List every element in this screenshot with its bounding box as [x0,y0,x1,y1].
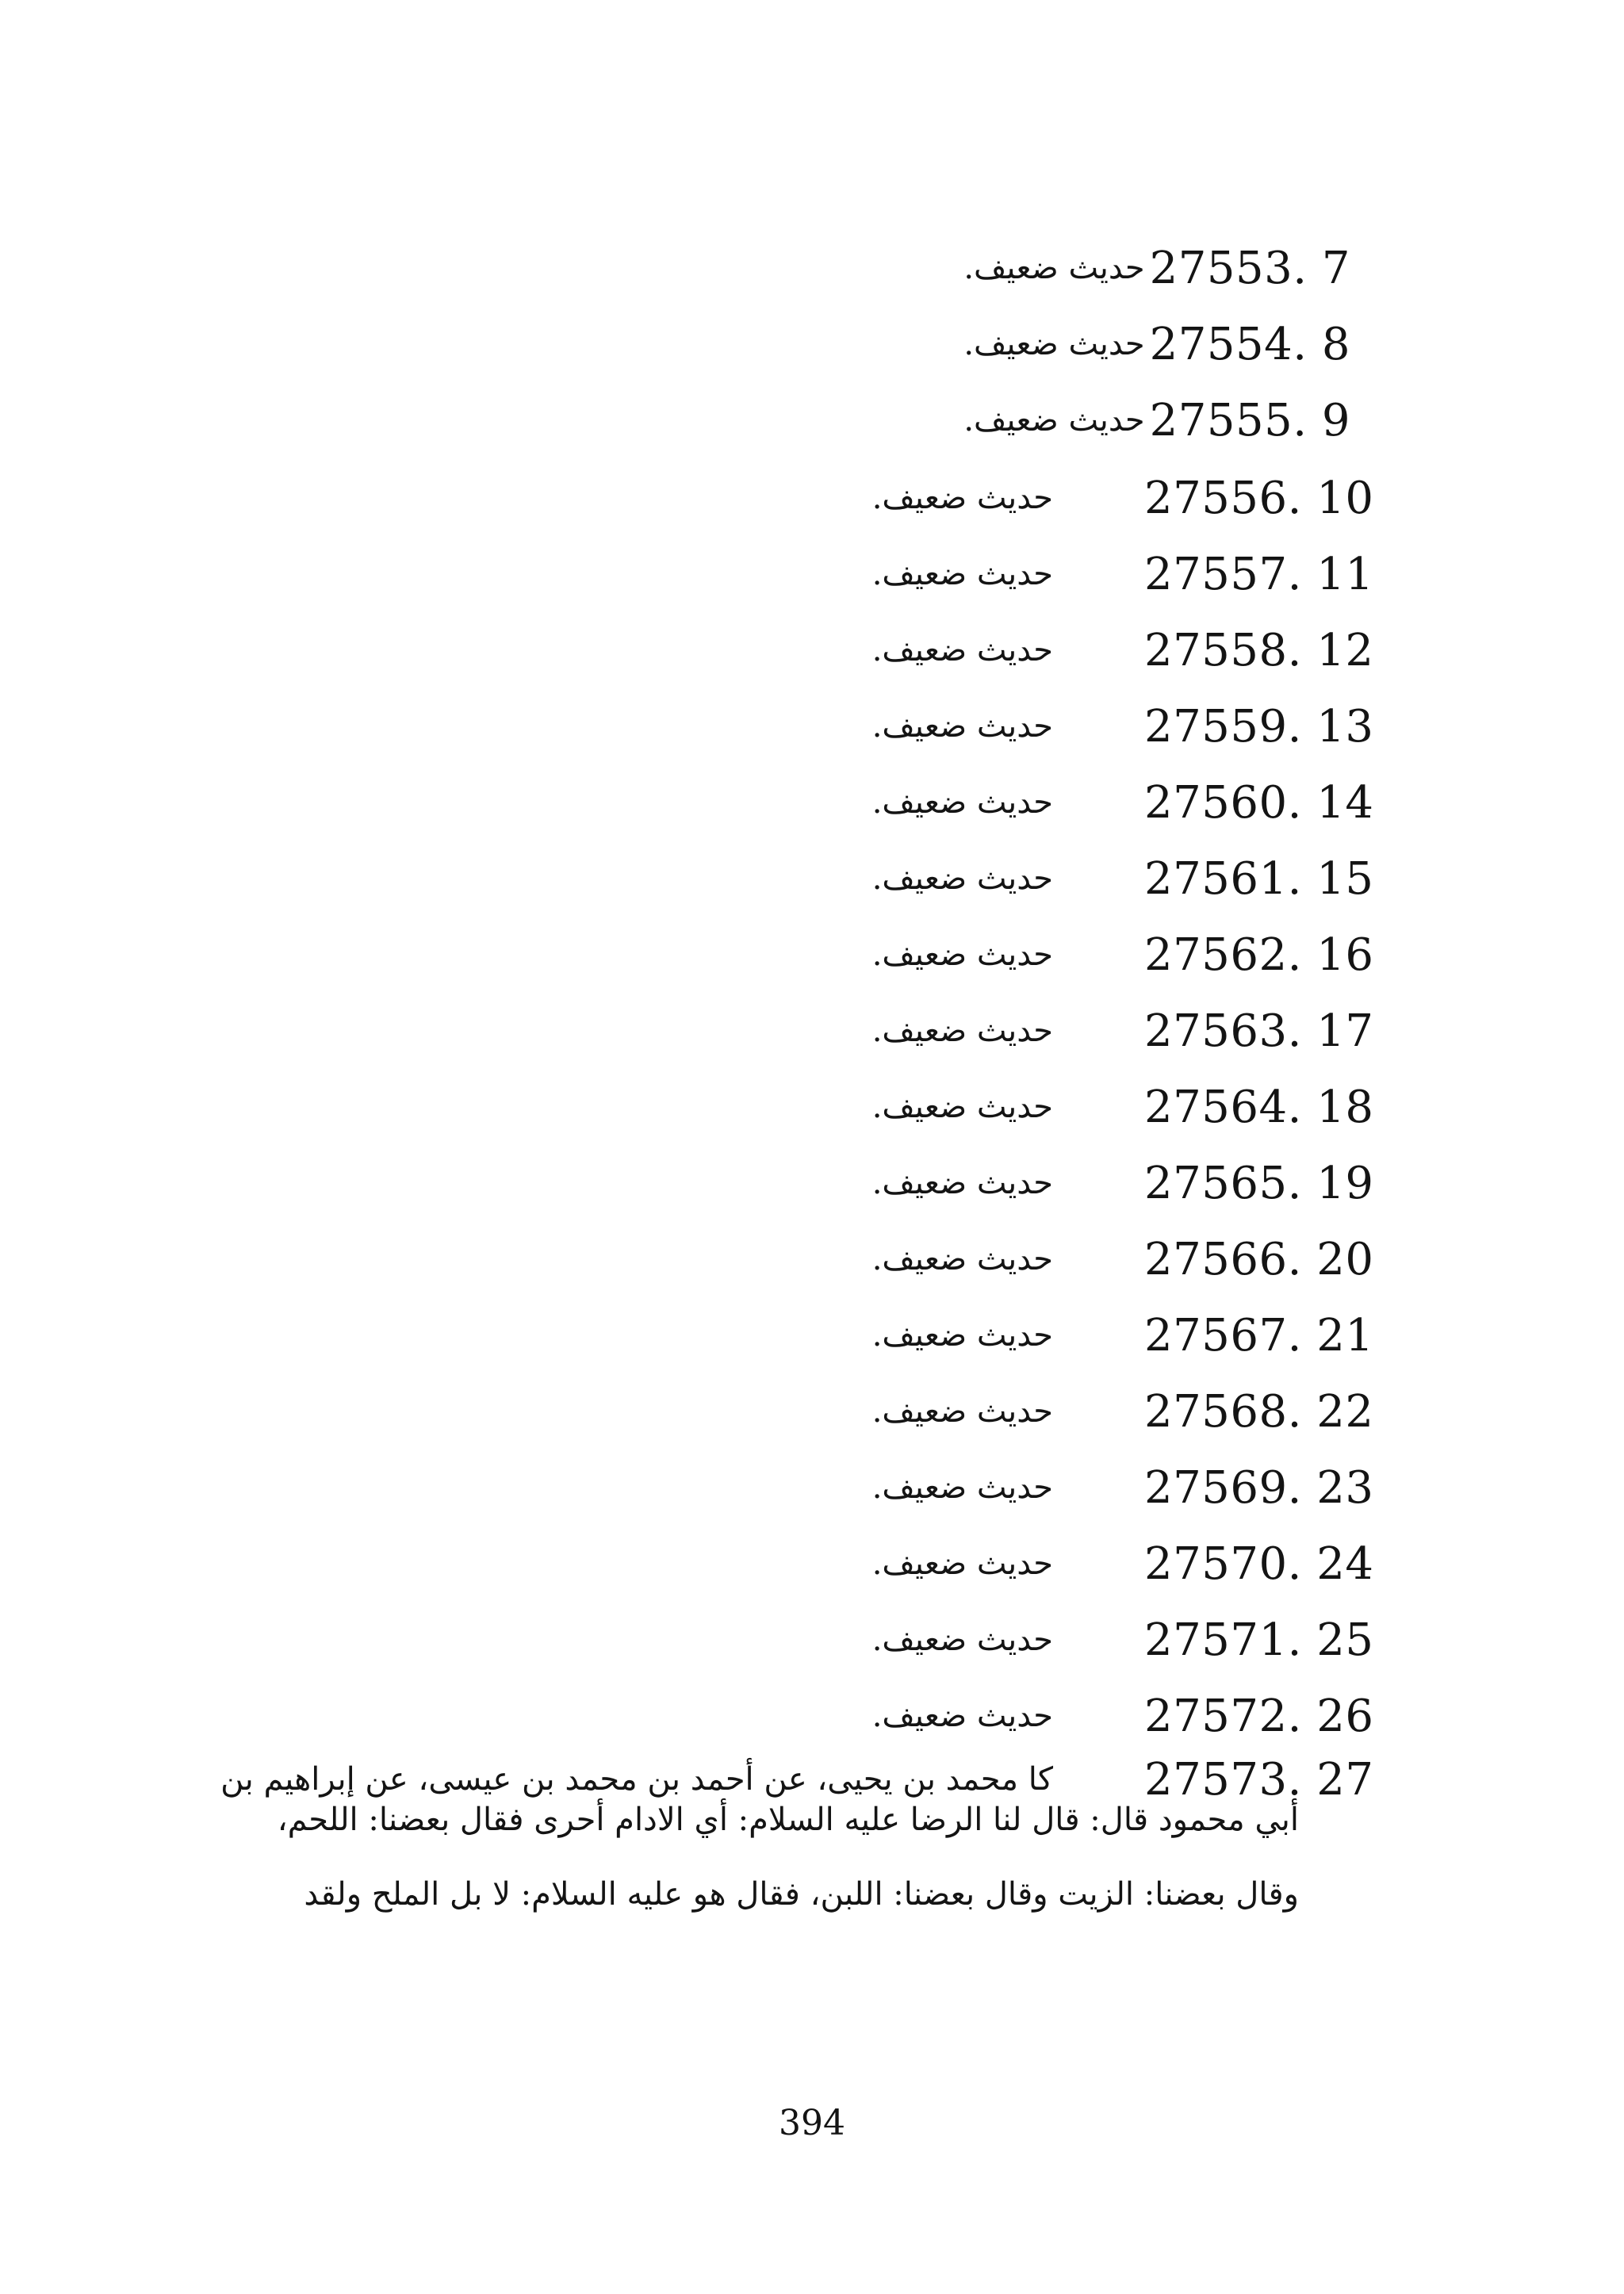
hadith-grade: حديث ضعيف. [871,1013,1053,1049]
hadith-number: 27563. 17 [1144,1005,1374,1057]
hadith-grade: حديث ضعيف. [871,708,1053,745]
hadith-number: 27570. 24 [1144,1538,1374,1590]
hadith-grade: حديث ضعيف. [871,1545,1053,1582]
page-number: 394 [779,2103,845,2143]
hadith-number: 27560. 14 [1144,776,1374,829]
short-entries-list [963,230,1350,458]
hadith-number: 27569. 23 [1144,1461,1374,1514]
hadith-grade: حديث ضعيف. [871,1622,1053,1658]
hadith-number: 27564. 18 [1144,1081,1374,1133]
hadith-number: 27556. 10 [1144,472,1374,524]
list-item [871,1450,1374,1526]
list-item [963,382,1350,458]
list-item [871,764,1374,841]
hadith-grade: حديث ضعيف. [963,326,1145,362]
hadith-grade: حديث ضعيف. [871,632,1053,668]
hadith-number: 27567. 21 [1144,1309,1374,1361]
hadith-grade: حديث ضعيف. [871,784,1053,821]
list-item [871,1297,1374,1373]
hadith-number: 27571. 25 [1144,1614,1374,1666]
list-item [871,1373,1374,1450]
hadith-number: 27554. 8 [1149,318,1350,370]
hadith-grade: حديث ضعيف. [871,936,1053,973]
hadith-grade: حديث ضعيف. [871,1089,1053,1125]
hadith-grade: حديث ضعيف. [871,1317,1053,1354]
list-item [871,1602,1374,1678]
hadith-number: 27559. 13 [1144,700,1374,753]
hadith-text-first-line: كا محمد بن يحيى، عن أحمد بن محمد بن عيسى، عن إبراهيم بن [220,1761,1053,1798]
list-item [871,1069,1374,1145]
hadith-number: 27562. 16 [1144,929,1374,981]
hadith-grade: حديث ضعيف. [871,1241,1053,1277]
hadith-number: 27561. 15 [1144,852,1374,905]
hadith-number: 27573. 27 [1144,1753,1374,1806]
hadith-number: 27557. 11 [1144,548,1374,600]
list-item [871,688,1374,764]
list-item [963,306,1350,382]
hadith-grade: حديث ضعيف. [963,402,1145,439]
hadith-text-line: أبي محمود قال: قال لنا الرضا عليه السلام: أي الادام أحرى فقال بعضنا: اللحم، [277,1802,1299,1838]
list-item [871,536,1374,612]
list-item [871,1526,1374,1602]
list-item [871,841,1374,917]
hadith-grade: حديث ضعيف. [871,1393,1053,1430]
list-item [963,230,1350,306]
hadith-number: 27566. 20 [1144,1233,1374,1285]
hadith-grade: حديث ضعيف. [871,480,1053,516]
hadith-grade: حديث ضعيف. [871,556,1053,592]
entries-list [871,460,1374,1754]
list-item [871,993,1374,1069]
hadith-number: 27553. 7 [1149,242,1350,294]
hadith-grade: حديث ضعيف. [871,1165,1053,1201]
hadith-number: 27565. 19 [1144,1157,1374,1209]
list-item [871,1145,1374,1221]
list-item [871,612,1374,688]
hadith-number: 27558. 12 [1144,624,1374,676]
list-item [871,917,1374,993]
hadith-number: 27572. 26 [1144,1690,1374,1742]
hadith-grade: حديث ضعيف. [871,1469,1053,1506]
list-item [871,1221,1374,1297]
hadith-number: 27555. 9 [1149,394,1350,446]
hadith-number: 27568. 22 [1144,1385,1374,1438]
hadith-grade: حديث ضعيف. [871,860,1053,897]
hadith-text-line: وقال بعضنا: الزيت وقال بعضنا: اللبن، فقال هو عليه السلام: لا بل الملح ولقد [304,1876,1299,1913]
hadith-grade: حديث ضعيف. [963,250,1145,286]
list-item [871,460,1374,536]
hadith-grade: حديث ضعيف. [871,1698,1053,1734]
